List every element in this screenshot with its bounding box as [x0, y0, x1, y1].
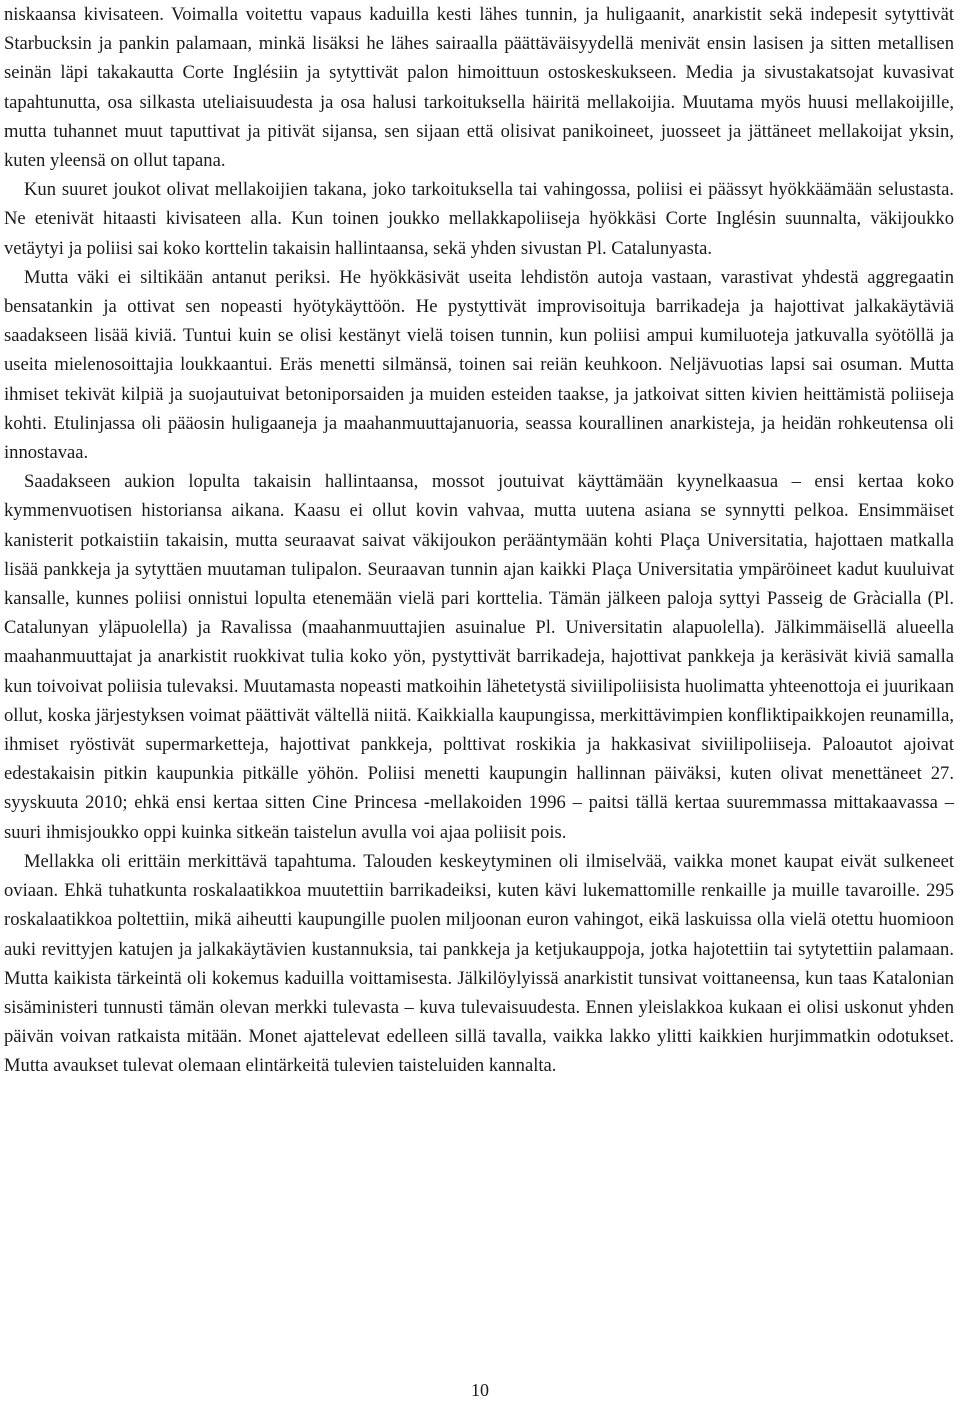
page-number: 10: [471, 1380, 489, 1400]
paragraph-3: Mutta väki ei siltikään antanut periksi. He hyökkäsivät useita lehdistön autoja vastaan, varastivat yhdestä aggregaatin bensatankin ja ottivat sen nopeasti hyötykäyttöön. He pystyttivät improvisoituja barrikadeja ja hajottivat jalkakäytäviä saadakseen lisää kiviä. Tuntui kuin se olisi kestänyt vielä toisen tunnin, kun poliisi ampui kumiluoteja jatkuvalla syötöllä ja useita mielenosoittajia loukkaantui. Eräs menetti silmänsä, toinen sai reiän keuhkoon. Neljävuotias lapsi sai osuman. Mutta ihmiset tekivät kilpiä ja suojautuivat betoniporsaiden ja muiden esteiden taakse, ja jatkoivat sitten kivien heittämistä poliiseja kohti. Etulinjassa oli pääosin huligaaneja ja maahanmuuttajanuoria, seassa kourallinen anarkisteja, ja heidän rohkeutensa oli innostavaa.: [4, 266, 954, 464]
paragraph-5: Mellakka oli erittäin merkittävä tapahtuma. Talouden keskeytyminen oli ilmiselvää, vaikka monet kaupat eivät sulkeneet oviaan. Ehkä tuhatkunta roskalaatikkoa muutettiin barrikadeiksi, kuten kävi lukemattomille renkaille ja muille tavaroille. 295 roskalaatikkoa poltettiin, mikä aiheutti kaupungille puolen miljoonan euron vahingot, eikä laskuissa olla vielä otettu huomioon auki revittyjen katujen ja jalkakäytävien kustannuksia, tai pankkeja ja ketjukauppoja, jotka hajotettiin tai sytytettiin palamaan. Mutta kaikista tärkeintä oli kokemus kaduilla voittamisesta. Jälkilöylyissä anarkistit tunsivat voittaneensa, kun taas Katalonian sisäministeri tunnusti tämän olevan merkki tulevasta – kuva tulevaisuudesta. Ennen yleislakkoa kukaan ei olisi uskonut yhden päivän voivan ratkaista mitään. Monet ajattelevat edelleen sillä tavalla, vaikka lakko ylitti kaikkien hurjimmatkin odotukset. Mutta avaukset tulevat olemaan elintärkeitä tulevien taisteluiden kannalta.: [4, 850, 954, 1077]
paragraph-4: Saadakseen aukion lopulta takaisin hallintaansa, mossot joutuivat käyttämään kyynelkaasua – ensi kertaa koko kymmenvuotisen historiansa aikana. Kaasu ei ollut kovin vahvaa, mutta uutena asiana se synnytti pelkoa. Ensimmäiset kanisterit potkaistiin takaisin, mutta seuraavat saivat väkijoukon perääntymään kohti Plaça Universitatia, hajottaen matkalla lisää pankkeja ja sytyttäen muutaman tulipalon. Seuraavan tunnin ajan kaikki Plaça Universitatia ympäröineet kadut kuuluivat kansalle, kunnes poliisi onnistui lopulta etenemään vielä pari korttelia. Tämän jälkeen paloja syttyi Passeig de Gràcialla (Pl. Catalunyan yläpuolella) ja Ravalissa (maahanmuuttajien asuinalue Pl. Universitatin alapuolella). Jälkimmäisellä alueella maahanmuuttajat ja anarkistit ruokkivat tulia koko yön, pystyttivät barrikadeja, hajottivat pankkeja ja keräsivät kiviä samalla kun toivoivat poliisia tulevaksi. Muutamasta nopeasti matkoihin lähetetystä siviilipoliisista huolimatta yhteenottoja ei juurikaan ollut, koska järjestyksen voimat päättivät vältellä niitä. Kaikkialla kaupungissa, merkittävimpien konfliktipaikkojen reunamilla, ihmiset ryöstivät supermarketteja, hajottivat pankkeja, polttivat roskikia ja hakkasivat siviilipoliiseja. Paloautot ajoivat edestakaisin pitkin kaupunkia pitkälle yöhön. Poliisi menetti kaupungin hallinnan päiväksi, kuten olivat menettäneet 27. syyskuuta 2010; ehkä ensi kertaa sitten Cine Princesa -mellakoiden 1996 – paitsi tällä kertaa suuremmassa mittakaavassa – suuri ihmisjoukko oppi kuinka sitkeän taistelun avulla voi ajaa poliisit pois.: [4, 471, 954, 843]
document-page: [4, 0, 954, 1081]
paragraph-2: Kun suuret joukot olivat mellakoijien takana, joko tarkoituksella tai vahingossa, poliisi ei päässyt hyökkäämään selustasta. Ne etenivät hitaasti kivisateen alla. Kun toinen joukko mellakkapoliiseja hyökkäsi Corte Inglésin suunnalta, väkijoukko vetäytyi ja poliisi sai koko korttelin takaisin hallintaansa, sekä yhden sivustan Pl. Catalunyasta.: [4, 179, 954, 259]
paragraph-1: niskaansa kivisateen. Voimalla voitettu vapaus kaduilla kesti lähes tunnin, ja huligaanit, anarkistit sekä indepesit sytyttivät Starbucksin ja pankin palamaan, minkä lisäksi he lähes sairaalla päättäväisyydellä menivät ensin lasisen ja sitten metallisen seinän läpi takakautta Corte Inglésiin ja sytyttivät palon himoittuun ostoskeskukseen. Media ja sivustakatsojat kuvasivat tapahtunutta, osa silkasta uteliaisuudesta ja osa halusi tarkoituksella häiritä mellakoijia. Muutama myös huusi mellakoijille, mutta tuhannet muut taputtivat ja pitivät sijansa, sen sijaan että olisivat panikoineet, juosseet ja jättäneet mellakoijat yksin, kuten yleensä on ollut tapana.: [4, 4, 954, 172]
